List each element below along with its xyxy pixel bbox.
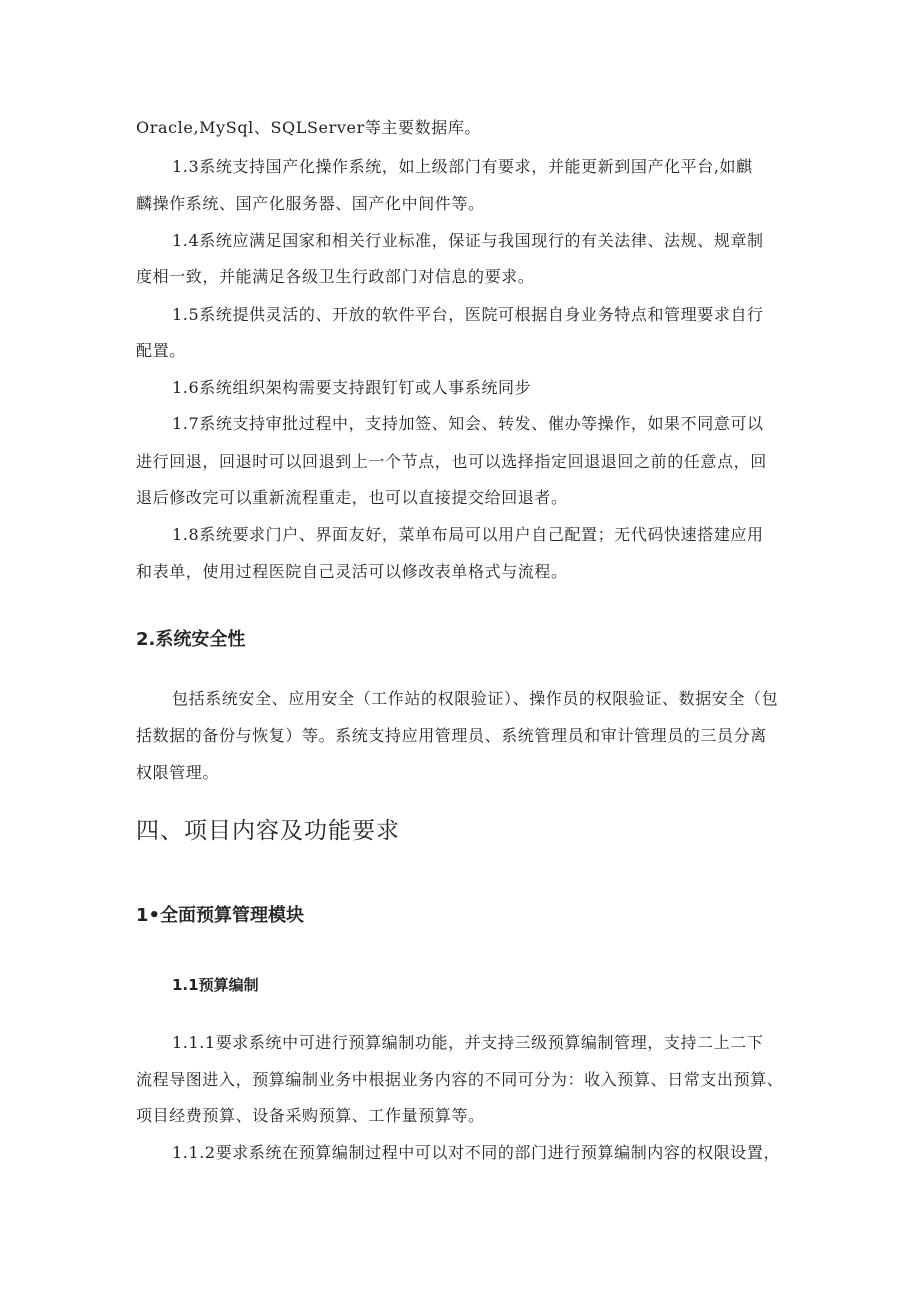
paragraph-line: 1.3系统支持国产化操作系统，如上级部门有要求，并能更新到国产化平台,如麒 [172, 157, 753, 176]
budget-line: 流程导图进入，预算编制业务中根据业务内容的不同可分为：收入预算、日常支出预算、 [136, 1070, 784, 1089]
paragraph-line: 配置。 [136, 341, 186, 360]
paragraph-line: 进行回退，回退时可以回退到上一个节点，也可以选择指定回退退回之前的任意点，回 [136, 452, 767, 471]
paragraph-line: Oracle,MySql、SQLServer等主要数据库。 [136, 118, 482, 137]
security-line: 包括系统安全、应用安全（工作站的权限验证）、操作员的权限验证、数据安全（包 [172, 689, 779, 708]
security-line: 权限管理。 [136, 763, 220, 782]
paragraph-line: 和表单，使用过程医院自己灵活可以修改表单格式与流程。 [136, 562, 568, 581]
paragraph-line: 1.6系统组织架构需要支持跟钉钉或人事系统同步 [172, 378, 532, 397]
paragraph-line: 退后修改完可以重新流程重走，也可以直接提交给回退者。 [136, 488, 568, 507]
security-line: 括数据的备份与恢复）等。系统支持应用管理员、系统管理员和审计管理员的三员分离 [136, 726, 767, 745]
paragraph-line: 1.4系统应满足国家和相关行业标准，保证与我国现行的有关法律、法规、规章制 [172, 231, 764, 250]
section-heading-security: 2.系统安全性 [136, 629, 246, 650]
subsection-heading: 1.1预算编制 [172, 976, 259, 994]
paragraph-line: 麟操作系统、国产化服务器、国产化中间件等。 [136, 194, 485, 213]
budget-line: 1.1.1要求系统中可进行预算编制功能，并支持三级预算编制管理，支持二上二下 [172, 1033, 764, 1052]
chapter-heading: 四、项目内容及功能要求 [136, 818, 400, 844]
paragraph-line: 1.7系统支持审批过程中，支持加签、知会、转发、催办等操作，如果不同意可以 [172, 414, 764, 433]
budget-line: 项目经费预算、设备采购预算、工作量预算等。 [136, 1106, 485, 1125]
paragraph-line: 度相一致，并能满足各级卫生行政部门对信息的要求。 [136, 267, 535, 286]
paragraph-line: 1.8系统要求门户、界面友好，菜单布局可以用户自己配置；无代码快速搭建应用 [172, 525, 764, 544]
budget-line: 1.1.2要求系统在预算编制过程中可以对不同的部门进行预算编制内容的权限设置， [172, 1143, 781, 1162]
paragraph-line: 1.5系统提供灵活的、开放的软件平台，医院可根据自身业务特点和管理要求自行 [172, 305, 764, 324]
module-heading: 1•全面预算管理模块 [136, 905, 305, 926]
